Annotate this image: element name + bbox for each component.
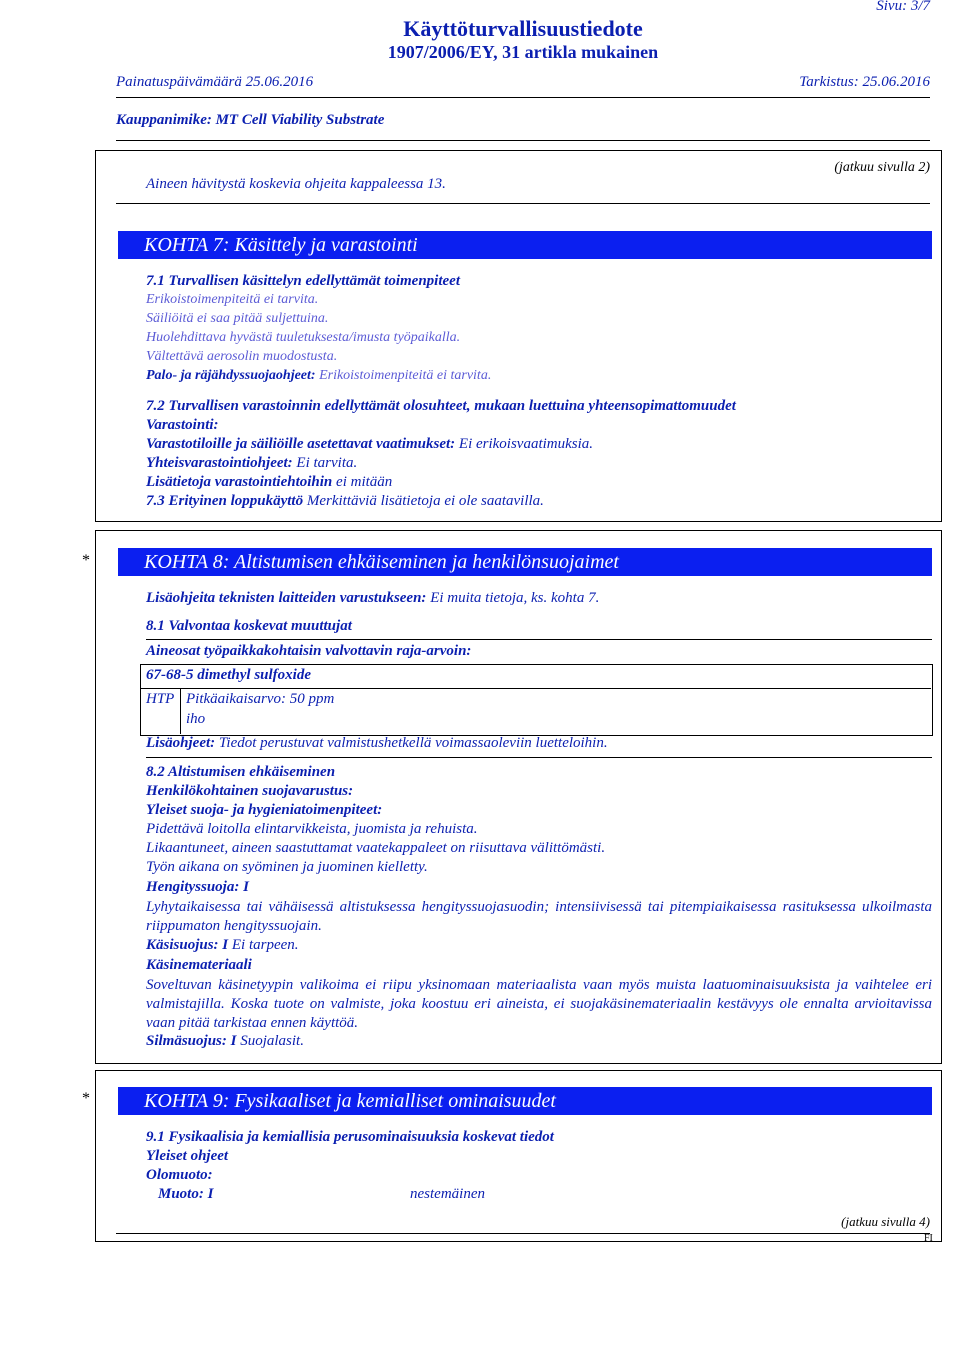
- limit-value: Pitkäaikaisarvo: 50 ppm: [186, 691, 335, 707]
- extra-label: Lisätietoja varastointiehtoihin: [146, 474, 333, 490]
- req-label: Varastotiloille ja säiliöille asetettavat vaatimukset:: [146, 436, 456, 452]
- s7-fire-row: [146, 368, 491, 384]
- respiratory-label: Hengityssuoja: I: [146, 879, 249, 895]
- disposal-note: Aineen hävitystä koskevia ohjeita kappaleessa 13.: [146, 176, 446, 192]
- s7-line-4: Vältettävä aerosolin muodostusta.: [146, 349, 338, 364]
- fire-label: Palo- ja räjähdyssuojaohjeet:: [146, 368, 316, 383]
- s8-1-heading: 8.1 Valvontaa koskevat muuttujat: [146, 618, 352, 634]
- appearance-heading: Olomuoto:: [146, 1167, 213, 1183]
- page-number: Sivu: 3/7: [876, 0, 930, 14]
- eye-label: Silmäsuojus: I: [146, 1033, 237, 1049]
- hand-label: Käsisuojus: I: [146, 937, 229, 953]
- hygiene-line-3: Työn aikana on syöminen ja juominen kielletty.: [146, 859, 428, 875]
- limits-table-divider: [140, 688, 931, 689]
- s9-1-heading: 9.1 Fysikaalisia ja kemiallisia perusominaisuuksia koskevat tiedot: [146, 1129, 554, 1145]
- s8-1-divider: [146, 639, 932, 640]
- continued-from: (jatkuu sivulla 2): [834, 160, 930, 175]
- tech-row: [146, 590, 599, 607]
- s7-1-heading: 7.1 Turvallisen käsittelyn edellyttämät toimenpiteet: [146, 273, 460, 289]
- section-9-title: KOHTA 9: Fysikaaliset ja kemialliset ominaisuudet: [144, 1090, 556, 1112]
- language-code: FI: [924, 1233, 933, 1244]
- req-value: Ei erikoisvaatimuksia.: [458, 436, 594, 452]
- section-7-heading: [118, 231, 932, 259]
- s8-2-heading: 8.2 Altistumisen ehkäiseminen: [146, 764, 336, 780]
- form-value: nestemäinen: [410, 1186, 485, 1202]
- s7-3-value: Merkittäviä lisätietoja ei ole saatavilla.: [306, 493, 544, 509]
- hand-value: Ei tarpeen.: [231, 937, 299, 953]
- product-name: Kauppanimike: MT Cell Viability Substrate: [116, 112, 385, 128]
- print-date: Painatuspäivämäärä 25.06.2016: [116, 74, 314, 90]
- s7-3-row: [146, 493, 544, 510]
- form-label: Muoto: I: [158, 1186, 214, 1202]
- hygiene-line-2: Likaantuneet, aineen saastuttamat vaatekappaleet on riisuttava välittömästi.: [146, 840, 606, 856]
- s7-extra-row: [146, 474, 392, 491]
- ppe-heading: Henkilökohtainen suojavarustus:: [146, 783, 354, 799]
- hand-row: [146, 937, 299, 954]
- s7-line-2: Säiliöitä ei saa pitää suljettuina.: [146, 311, 329, 326]
- change-marker-s9: *: [82, 1090, 90, 1107]
- fire-value: Erikoistoimenpiteitä ei tarvita.: [319, 368, 492, 383]
- product-divider: [116, 140, 930, 141]
- info-label: Lisäohjeet:: [146, 735, 216, 751]
- eye-value: Suojalasit.: [240, 1033, 304, 1049]
- footer-divider: [116, 1233, 930, 1234]
- glove-label: Käsinemateriaali: [146, 957, 252, 973]
- info-divider: [146, 757, 932, 758]
- s7-joint-row: [146, 455, 357, 472]
- limits-table-title: Aineosat työpaikkakohtaisin valvottavin raja-arvoin:: [146, 643, 472, 659]
- general-heading: Yleiset ohjeet: [146, 1148, 229, 1164]
- storage-label: Varastointi:: [146, 417, 219, 433]
- revision-date: Tarkistus: 25.06.2016: [799, 74, 930, 90]
- joint-value: Ei tarvita.: [296, 455, 358, 471]
- s7-req-row: [146, 436, 593, 453]
- hygiene-heading: Yleiset suoja- ja hygieniatoimenpiteet:: [146, 802, 383, 818]
- continues-next: (jatkuu sivulla 4): [841, 1214, 930, 1229]
- change-marker-s8: *: [82, 552, 90, 569]
- eye-row: [146, 1033, 304, 1050]
- s7-line-3: Huolehdittava hyvästä tuuletuksesta/imusta työpaikalla.: [146, 330, 461, 345]
- s7-3-heading: 7.3 Erityinen loppukäyttö: [146, 493, 304, 509]
- skin-notation: iho: [186, 711, 206, 727]
- section-divider: [116, 203, 930, 204]
- document-subtitle: 1907/2006/EY, 31 artikla mukainen: [387, 42, 659, 62]
- section-8-heading: [118, 548, 932, 576]
- htp-separator: [180, 689, 181, 734]
- info-value: Tiedot perustuvat valmistushetkellä voimassaoleviin luetteloihin.: [218, 735, 608, 751]
- extra-value: ei mitään: [336, 474, 393, 490]
- header-divider: [116, 97, 930, 98]
- hygiene-line-1: Pidettävä loitolla elintarvikkeista, juomista ja rehuista.: [146, 821, 478, 837]
- respiratory-text: Lyhytaikaisessa tai vähäisessä altistuksessa hengityssuojasuodin; intensiivisessä tai pitempiaikaisessa rasituksessa ulkoilmasta riippumaton hengityssuojain.: [146, 899, 932, 934]
- document-title: Käyttöturvallisuustiedote: [403, 16, 643, 41]
- tech-value: Ei muita tietoja, ks. kohta 7.: [430, 590, 600, 606]
- section-8-title: KOHTA 8: Altistumisen ehkäiseminen ja henkilönsuojaimet: [144, 551, 619, 573]
- s7-line-1: Erikoistoimenpiteitä ei tarvita.: [146, 292, 319, 307]
- info-row: [146, 735, 608, 752]
- htp-label: HTP: [146, 691, 175, 707]
- joint-label: Yhteisvarastointiohjeet:: [146, 455, 293, 471]
- tech-label: Lisäohjeita teknisten laitteiden varustukseen:: [146, 590, 427, 606]
- s7-2-heading: 7.2 Turvallisen varastoinnin edellyttämät olosuhteet, mukaan luettuina yhteensopimattomuudet: [146, 398, 736, 414]
- section-7-title: KOHTA 7: Käsittely ja varastointi: [144, 234, 418, 256]
- substance-name: 67-68-5 dimethyl sulfoxide: [146, 667, 311, 683]
- section-9-heading: [118, 1087, 932, 1115]
- glove-text: Soveltuvan käsinetyypin valikoima ei riipu yksinomaan materiaalista vaan myös muista laatuominaisuuksista ja vaihtelee eri valmistajilla. Koska tuote on valmiste, joka koostuu eri aineista, ei suojakäsinemateriaalin kestävyys ole ennalta arvioitavissa vaan pitää tarkistaa ennen käyttöä.: [146, 977, 932, 1031]
